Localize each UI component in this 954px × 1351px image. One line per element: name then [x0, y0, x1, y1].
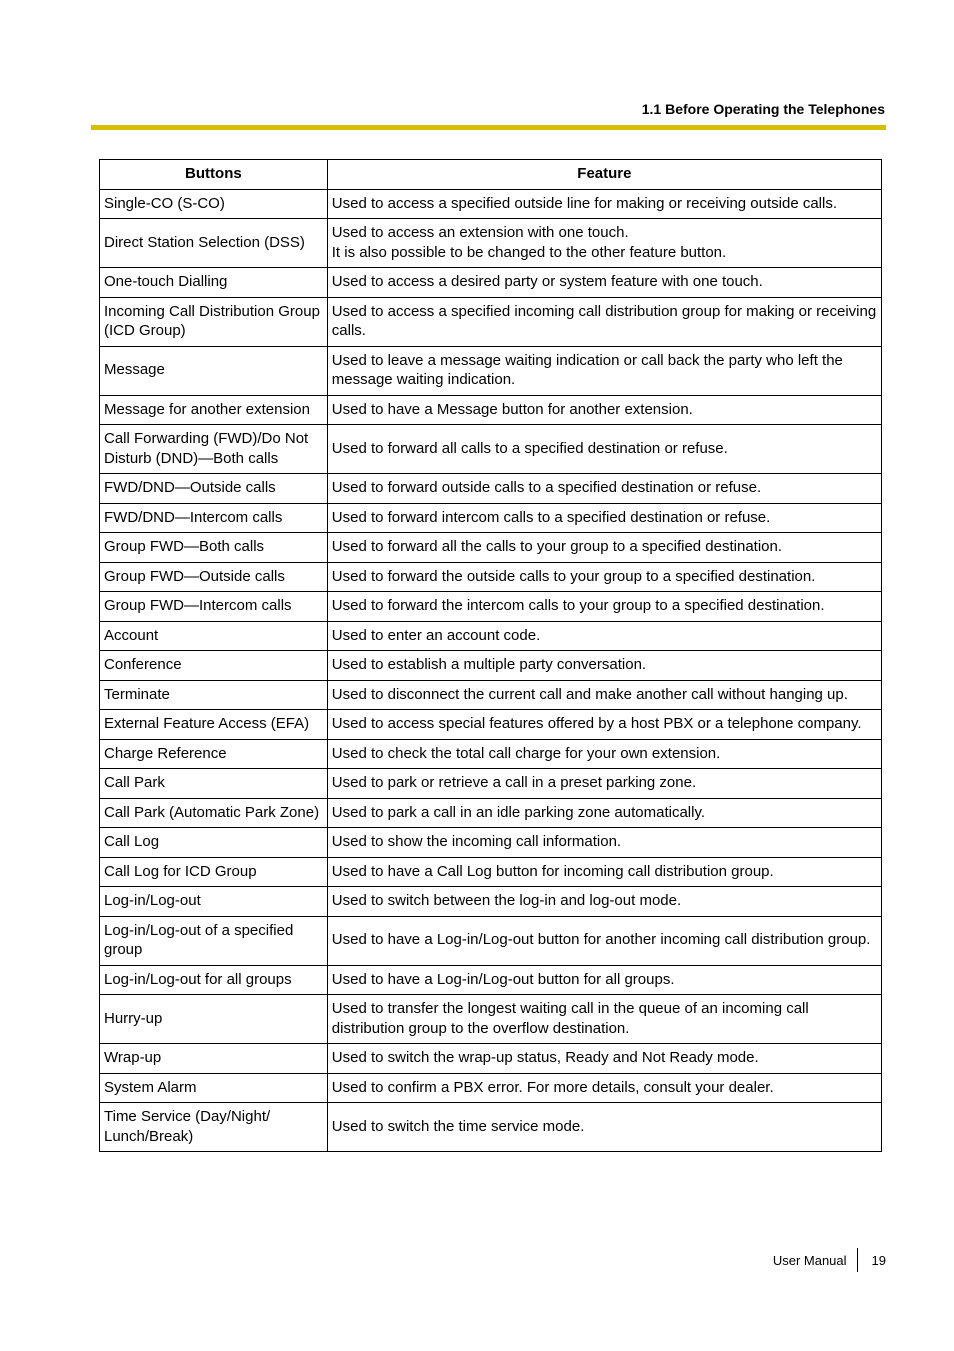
page-number: 19	[871, 1252, 886, 1268]
column-header-feature: Feature	[327, 160, 881, 190]
button-name-cell: Message for another extension	[100, 395, 328, 425]
button-name-cell: Call Park	[100, 769, 328, 799]
feature-description-cell: Used to disconnect the current call and make another call without hanging up.	[327, 680, 881, 710]
table-header-row	[100, 160, 882, 190]
button-name-cell: Log-in/Log-out	[100, 887, 328, 917]
feature-description-cell: Used to forward outside calls to a specified destination or refuse.	[327, 474, 881, 504]
button-name-cell: Charge Reference	[100, 739, 328, 769]
button-name-cell: Message	[100, 346, 328, 395]
table-row	[100, 857, 882, 887]
button-name-cell: One-touch Dialling	[100, 268, 328, 298]
button-name-cell: System Alarm	[100, 1073, 328, 1103]
button-name-cell: External Feature Access (EFA)	[100, 710, 328, 740]
table-row	[100, 621, 882, 651]
footer-doc-label: User Manual	[772, 1252, 847, 1268]
button-name-cell: Direct Station Selection (DSS)	[100, 219, 328, 268]
table-row	[100, 1073, 882, 1103]
feature-description-cell: Used to access a desired party or system feature with one touch.	[327, 268, 881, 298]
buttons-feature-table	[99, 159, 882, 1152]
table-row	[100, 425, 882, 474]
column-header-buttons: Buttons	[100, 160, 328, 190]
feature-description-cell: Used to park or retrieve a call in a preset parking zone.	[327, 769, 881, 799]
button-name-cell: Group FWD—Both calls	[100, 533, 328, 563]
table-row	[100, 995, 882, 1044]
button-name-cell: FWD/DND—Intercom calls	[100, 503, 328, 533]
table-row	[100, 533, 882, 563]
feature-description-cell: Used to confirm a PBX error. For more details, consult your dealer.	[327, 1073, 881, 1103]
button-name-cell: Single-CO (S-CO)	[100, 189, 328, 219]
button-name-cell: Call Forwarding (FWD)/Do Not Disturb (DND)—Both calls	[100, 425, 328, 474]
header-rule	[91, 125, 886, 130]
table-row	[100, 828, 882, 858]
table-row	[100, 798, 882, 828]
table-row	[100, 710, 882, 740]
button-name-cell: Call Park (Automatic Park Zone)	[100, 798, 328, 828]
button-name-cell: Wrap-up	[100, 1044, 328, 1074]
feature-description-cell: Used to access a specified outside line for making or receiving outside calls.	[327, 189, 881, 219]
table-row	[100, 1044, 882, 1074]
table-row	[100, 769, 882, 799]
table-row	[100, 562, 882, 592]
table-row	[100, 592, 882, 622]
button-name-cell: Call Log	[100, 828, 328, 858]
feature-description-cell: Used to access a specified incoming call distribution group for making or receiving calls.	[327, 297, 881, 346]
button-name-cell: Group FWD—Intercom calls	[100, 592, 328, 622]
table-row	[100, 268, 882, 298]
footer-divider	[857, 1248, 858, 1272]
table-row	[100, 346, 882, 395]
button-name-cell: Incoming Call Distribution Group (ICD Group)	[100, 297, 328, 346]
feature-description-cell: Used to have a Log-in/Log-out button for another incoming call distribution group.	[327, 916, 881, 965]
table-row	[100, 739, 882, 769]
table-row	[100, 395, 882, 425]
feature-description-cell: Used to enter an account code.	[327, 621, 881, 651]
page-footer	[773, 1248, 886, 1272]
table-row	[100, 474, 882, 504]
button-name-cell: Group FWD—Outside calls	[100, 562, 328, 592]
feature-description-cell: Used to switch between the log-in and log-out mode.	[327, 887, 881, 917]
feature-description-cell: Used to check the total call charge for your own extension.	[327, 739, 881, 769]
feature-description-cell: Used to have a Call Log button for incoming call distribution group.	[327, 857, 881, 887]
button-name-cell: Time Service (Day/Night/ Lunch/Break)	[100, 1103, 328, 1152]
feature-description-cell: Used to park a call in an idle parking zone automatically.	[327, 798, 881, 828]
table-row	[100, 680, 882, 710]
feature-description-cell: Used to transfer the longest waiting call in the queue of an incoming call distribution group to the overflow destination.	[327, 995, 881, 1044]
section-title: 1.1 Before Operating the Telephones	[641, 101, 885, 117]
table-row	[100, 1103, 882, 1152]
table-row	[100, 916, 882, 965]
feature-description-cell: Used to forward intercom calls to a specified destination or refuse.	[327, 503, 881, 533]
table-row	[100, 503, 882, 533]
feature-description-cell: Used to have a Log-in/Log-out button for all groups.	[327, 965, 881, 995]
feature-description-cell: Used to have a Message button for another extension.	[327, 395, 881, 425]
feature-description-cell: Used to access an extension with one touch. It is also possible to be changed to the other feature button.	[327, 219, 881, 268]
table-row	[100, 965, 882, 995]
table-row	[100, 189, 882, 219]
feature-description-cell: Used to forward the intercom calls to your group to a specified destination.	[327, 592, 881, 622]
table-body	[100, 189, 882, 1152]
table-row	[100, 297, 882, 346]
button-name-cell: Log-in/Log-out for all groups	[100, 965, 328, 995]
feature-description-cell: Used to forward the outside calls to your group to a specified destination.	[327, 562, 881, 592]
feature-description-cell: Used to establish a multiple party conversation.	[327, 651, 881, 681]
button-name-cell: FWD/DND—Outside calls	[100, 474, 328, 504]
button-name-cell: Terminate	[100, 680, 328, 710]
button-name-cell: Conference	[100, 651, 328, 681]
button-name-cell: Call Log for ICD Group	[100, 857, 328, 887]
table-row	[100, 887, 882, 917]
feature-description-cell: Used to switch the time service mode.	[327, 1103, 881, 1152]
feature-description-cell: Used to leave a message waiting indication or call back the party who left the message waiting indication.	[327, 346, 881, 395]
feature-description-cell: Used to access special features offered by a host PBX or a telephone company.	[327, 710, 881, 740]
button-name-cell: Log-in/Log-out of a specified group	[100, 916, 328, 965]
button-name-cell: Hurry-up	[100, 995, 328, 1044]
table-row	[100, 651, 882, 681]
feature-description-cell: Used to forward all the calls to your group to a specified destination.	[327, 533, 881, 563]
feature-description-cell: Used to forward all calls to a specified destination or refuse.	[327, 425, 881, 474]
button-name-cell: Account	[100, 621, 328, 651]
table-row	[100, 219, 882, 268]
feature-description-cell: Used to show the incoming call information.	[327, 828, 881, 858]
feature-description-cell: Used to switch the wrap-up status, Ready and Not Ready mode.	[327, 1044, 881, 1074]
